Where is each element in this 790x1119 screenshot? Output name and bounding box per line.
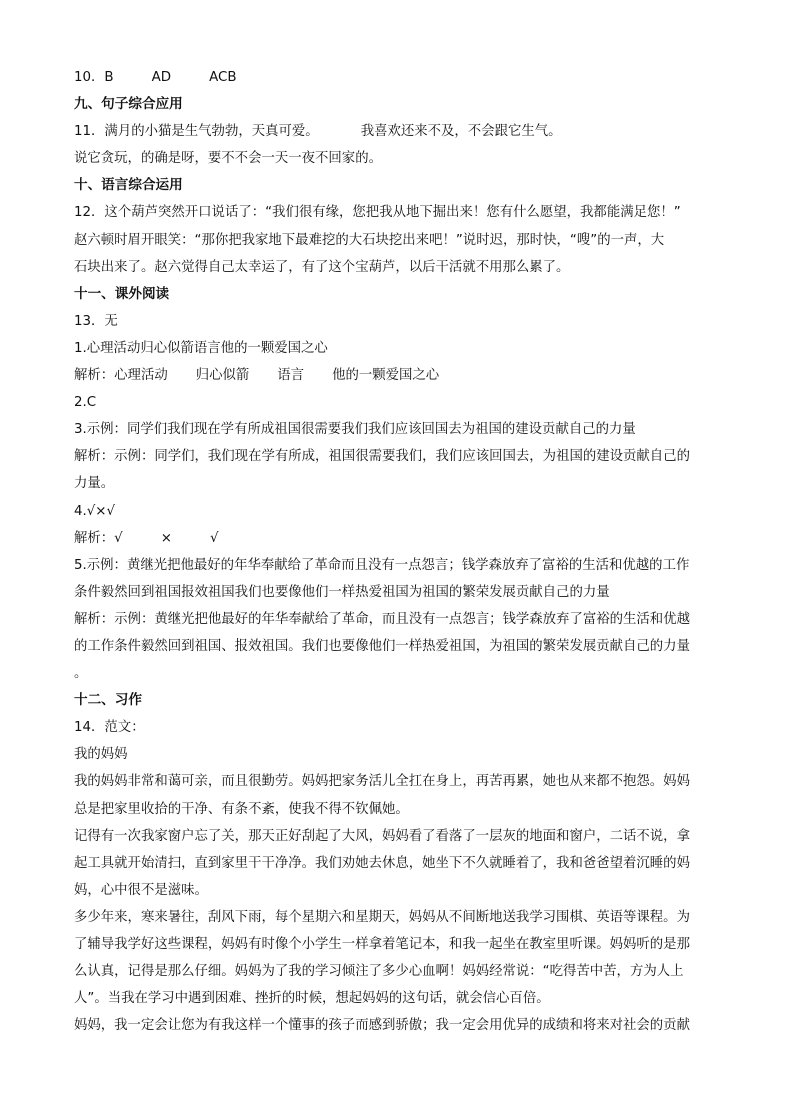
answer-part: 解析：心理活动 [74,368,168,384]
answer-part: 他的一颗爱国之心 [332,368,440,384]
section-heading-12: 十二、习作 [74,692,142,709]
text-line: 2.C [74,395,97,411]
text-line: 解析：示例：黄继光把他最好的年华奉献给了革命，而且没有一点怨言；钱学森放弃了富裕的生活和优越 [74,611,690,627]
text-line: 说它贪玩，的确是呀，要不不会一天一夜不回家的。 [74,151,382,167]
text-line: 5.示例：黄继光把他最好的年华奉献给了革命而且没有一点怨言；钱学森放弃了富裕的生活和优越的工作 [74,557,690,573]
answer-11 [74,118,724,145]
answer-part: 解析：√ [74,530,123,546]
text-line: 我的妈妈非常和蔼可亲，而且很勤劳。妈妈把家务活儿全扛在身上，再苦再累，她也从来都不抱怨。妈妈 [74,774,690,790]
answer-part: 10．B [74,70,114,85]
analysis-4 [74,525,724,552]
answer-part: 11．满月的小猫是生气勃勃，天真可爱。 [74,124,319,140]
text-line: 起工具就开始清扫，直到家里干干净净。我们劝她去休息，她坐下不久就睡着了，我和爸爸望着沉睡的妈 [74,855,690,871]
text-line: 么认真，记得是那么仔细。妈妈为了我的学习倾注了多少心血啊！妈妈经常说：“吃得苦中苦，方为人上 [74,964,684,980]
analysis-1 [74,362,724,389]
text-line: 14．范文： [74,720,145,736]
section-heading-10: 十、语言综合运用 [74,177,183,194]
text-line: 了辅导我学好这些课程，妈妈有时像个小学生一样拿着笔记本，和我一起坐在教室里听课。妈妈听的是那 [74,937,690,952]
text-line: 多少年来，寒来暑往，刮风下雨，每个星期六和星期天，妈妈从不间断地送我学习围棋、英语等课程。为 [74,909,690,925]
section-heading-9: 九、句子综合应用 [74,96,183,113]
text-line: 解析：示例：同学们，我们现在学有所成，祖国很需要我们，我们应该回国去，为祖国的建设贡献自己的 [74,449,690,465]
section-heading-11: 十一、课外阅读 [74,285,170,302]
text-line: 条件毅然回到祖国报效祖国我们也要像他们一样热爱祖国为祖国的繁荣发展贡献自己的力量 [74,584,610,600]
text-line: 12．这个葫芦突然开口说话了：“我们很有缘，您把我从地下掘出来！您有什么愿望，我都能满足您！” [74,205,681,221]
answer-10 [74,64,724,91]
essay-title: 我的妈妈 [74,747,128,763]
text-line: 力量。 [74,476,115,492]
answer-part: × [160,530,172,546]
text-line: 妈妈，我一定会让您为有我这样一个懂事的孩子而感到骄傲；我一定会用优异的成绩和将来对社会的贡献 [74,1018,690,1034]
answer-part: ACB [209,70,237,85]
text-line: 4.√×√ [74,503,116,519]
text-line: 13．无 [74,313,118,329]
answer-part: 我喜欢还来不及，不会跟它生气。 [360,124,562,140]
text-line: 人”。当我在学习中遇到困难、挫折的时候，想起妈妈的这句话，就会信心百倍。 [74,991,550,1007]
document-content [74,64,724,1039]
text-line: 1.心理活动归心似箭语言他的一颗爱国之心 [74,340,328,356]
answer-part: AD [151,70,172,85]
text-line: 石块出来了。赵六觉得自己太幸运了，有了这个宝葫芦，以后干活就不用那么累了。 [74,259,570,275]
answer-part: 归心似箭 [195,368,250,384]
text-line: 赵六顿时眉开眼笑：“那你把我家地下最难挖的大石块挖出来吧！”说时迟，那时快，“嗖”的一声，大 [74,232,665,248]
text-line: 3.示例：同学们我们现在学有所成祖国很需要我们我们应该回国去为祖国的建设贡献自己的力量 [74,422,636,438]
answer-part: √ [209,530,219,546]
answer-part: 语言 [277,368,305,384]
text-line: 。 [74,666,88,682]
text-line: 的工作条件毅然回到祖国、报效祖国。我们也要像他们一样热爱祖国，为祖国的繁荣发展贡献自己的力量 [74,638,690,654]
text-line: 记得有一次我家窗户忘了关，那天正好刮起了大风，妈妈看了看落了一层灰的地面和窗户，二话不说，拿 [74,828,690,844]
text-line: 总是把家里收拾的干净、有条不紊，使我不得不钦佩她。 [74,801,409,817]
text-line: 妈，心中很不是滋味。 [74,882,208,898]
